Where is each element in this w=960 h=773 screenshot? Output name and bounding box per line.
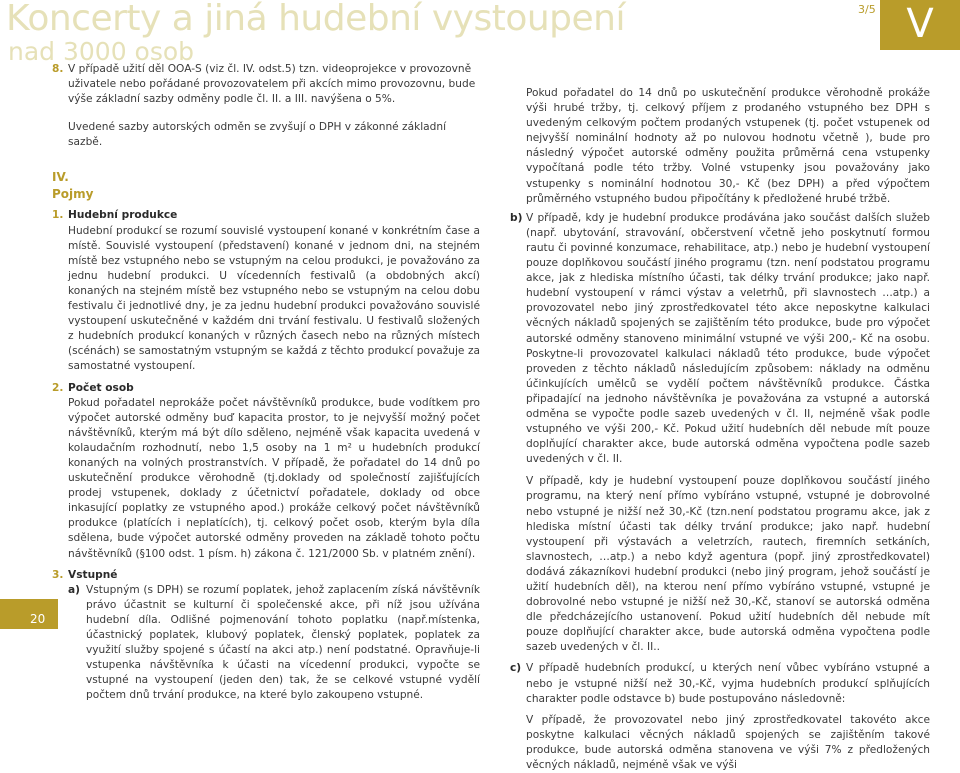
section-title: Pojmy	[52, 187, 94, 202]
right-column	[510, 86, 930, 773]
item-8-text: V případě užití děl OOA-S (viz čl. IV. odst.5) tzn. videoprojekce v provozovně uživatele nebo pořádané provozovatelem při akcích mimo provozovnu, bude výše základní sazby odměny podle čl. II. a III. navýšena o 5%.	[68, 63, 476, 106]
item-c-label: c)	[510, 662, 522, 675]
item-3-heading	[52, 568, 480, 583]
item-2-title: Počet osob	[68, 381, 134, 394]
section-heading	[52, 169, 480, 203]
item-b	[510, 211, 930, 468]
item-3-number: 3.	[52, 568, 64, 581]
item-8-number: 8.	[52, 63, 64, 75]
section-number: IV.	[52, 170, 69, 185]
page-number: 20	[30, 612, 46, 626]
item-3a-label: a)	[68, 583, 80, 596]
item-1-title: Hudební produkce	[68, 209, 178, 222]
page-subtitle: nad 3000 osob	[8, 37, 195, 66]
item-3-title: Vstupné	[68, 568, 118, 581]
item-3a	[52, 583, 480, 704]
section-badge: V	[880, 0, 960, 50]
page-indicator: 3/5	[858, 3, 876, 16]
item-c-text: V případě hudebních produkcí, u kterých není vůbec vybíráno vstupné a nebo je vstupné nižší než 30,-Kč, vyjma hudebních produkcí splňujících charakter podle odstavce b) bude postupováno následovně:	[526, 662, 930, 705]
left-column	[52, 62, 480, 703]
page-title: Koncerty a jiná hudební vystoupení	[6, 0, 625, 39]
item-8	[52, 62, 480, 107]
item-b-continued: V případě, kdy je hudební vystoupení pouze doplňkovou součástí jiného programu, na který není přímo vybíráno vstupné, vstupné je dobrovolné nebo vstupné je nižší než 30,-Kč (tzn.není podstatou programu akce, jak z hlediska místní účasti tak délky trvání produkce; jako např. hudební vystoupení při výstavách a veletrzích, rautech, firemních setkáních, slavnostech, …atp.) a nebo když agentura (popř. jiný zprostředkovatel) dodává zákazníkovi hudební produkci (nebo jiný program, jehož součástí je užití hudebních děl), na kterou není přímo vybíráno vstupné, vstupné je dobrovolné nebo vstupné je nižší než 30,-Kč, stanoví se autorská odměna dle předcházejícího ustanovení. Pokud užití hudebních děl nebude mít pouze doplňující charakter akce, bude autorská odměna vypočtena podle sazeb uvedených v čl. II..	[526, 475, 930, 654]
item-b-label: b)	[510, 211, 523, 224]
item-b-text: V případě, kdy je hudební produkce prodávána jako součást dalších služeb (např. ubytování, stravování, občerstvení včetně jeho poskytnutí formou rautu či povinné konzumace, rehabilitace, atp.) nebo je hudební vystoupení pouze doplňkovou součástí jiného programu (tzn. není podstatou programu akce, jak z hlediska místního účasti, tak délky trvání produkce; jako např. hudební vystoupení v rámci výstav a veletrhů, při slavnostech …atp.) a provozovatel nebo jiný zprostředkovatel této akce neposkytne kalkulaci věcných nákladů spojených se zajištěním této produkce, bude pro výpočet autorské odměny stanoveno minimální vstupné ve výši 200,- Kč na osobu. Poskytne-li provozovatel kalkulaci nákladů této produkce, bude výpočet proveden z těchto nákladů následujícím způsobem: náklady na odměnu účinkujících umělců se vydělí počtem návštěvníků produkce. Částka připadající na jednoho návštěvníka je považována za vstupné a autorská odměna se vypočte podle sazeb uvedených v čl. II, nejméně však podle vstupného ve výši 200,- Kč. Pokud užití hudebních děl nebude mít pouze doplňující charakter akce, bude autorská odměna vypočtena podle sazeb uvedených v čl. II.	[526, 211, 930, 466]
vat-note: Uvedené sazby autorských odměn se zvyšují o DPH v zákonné základní sazbě.	[68, 121, 447, 149]
item-c	[510, 661, 930, 706]
item-2-text: Pokud pořadatel neprokáže počet návštěvníků produkce, bude vodítkem pro výpočet autorské odměny buď kapacita prostor, to je nejvyšší možný počet návštěvníků, kterým má být dílo sděleno, nejméně však kapacita uvedená v kolaudačním rozhodnutí, nebo 1,5 osoby na 1 m² u hudebních produkcí konaných na volných prostranstvích. V případě, že pořadatel do 14 dnů po uskutečnění produkce věrohodně (tj.doklady od společností zajišťujících prodej vstupenek, doklady z účetnictví pořadatele, doklady od obce inkasující poplatky ze vstupného apod.) prokáže celkový počet návštěvníků produkce (platících i neplatících), tj. celkový počet osob, kterým byla díla sdělena, bude výpočet autorské odměny proveden na základě tohoto počtu návštěvníků (§100 odst. 1 písm. h) zákona č. 121/2000 Sb. v platném znění).	[68, 396, 480, 560]
item-2-heading	[52, 381, 480, 396]
revenue-paragraph: Pokud pořadatel do 14 dnů po uskutečnění produkce věrohodně prokáže výši hrubé tržby, tj. celkový příjem z prodaného vstupného bez DPH s uvedeným celkovým počtem prodaných vstupenek (tj. počet vstupenek od nejvyšší nominální hodnoty až po nulovou hodnotu včetně ), bude pro následný výpočet autorské odměny použita průměrná cena vstupenky vypočítaná podle této tržby. Volné vstupenky jsou považovány jako vstupenky s nominální hodnotou 30,- Kč (bez DPH) a před výpočtem průměrného vstupného budou připočítány k předložené hrubé tržbě.	[526, 87, 930, 205]
item-1-number: 1.	[52, 209, 64, 222]
item-1-heading	[52, 208, 480, 223]
item-2-number: 2.	[52, 381, 64, 394]
item-3a-text: Vstupným (s DPH) se rozumí poplatek, jehož zaplacením získá návštěvník právo účastnit se kulturní či společenské akce, při níž jsou užívána hudební díla. Odlišné pojmenování tohoto poplatku (např.místenka, účastnický poplatek, klubový poplatek, členský poplatek, poplatek za využití služby spojené s účastí na akci atp.) není podstatné. Opravňuje-li vstupenka návštěvníka k účasti na vícedenní produkci, vypočte se vstupné na vystoupení (jeden den) tak, že se celkové vstupné vydělí počtem dnů trvání produkce, na které bylo zakoupeno vstupné.	[86, 583, 480, 702]
item-c-continued: V případě, že provozovatel nebo jiný zprostředkovatel takovéto akce poskytne kalkulaci věcných nákladů spojených se zajištěním takové produkce, bude autorská odměna stanovena ve výši 7% z předložených věcných nákladů, nejméně však ve výši	[526, 713, 930, 772]
item-1-text: Hudební produkcí se rozumí souvislé vystoupení konané v konkrétním čase a místě. Souvislé vystoupení (představení) konané v jednom dni, na stejném místě bez vstupného nebo se vstupným na celou produkci, je považováno za jednu hudební produkci. U vícedenních festivalů (a obdobných akcí) konaných na stejném místě bez vstupného nebo se vstupným na celou dobu festivalu či jednotlivé dny, je za jednu hudební produkci považováno souvislé vystoupení uskutečněné v každém dni trvání festivalu. U festivalů složených z hudebních produkcí konaných v různých časech nebo na různých místech (scénách) se samostatným vstupným se každá z těchto produkcí považuje za samostatné vystoupení.	[68, 224, 480, 373]
footer-bar	[0, 599, 58, 629]
